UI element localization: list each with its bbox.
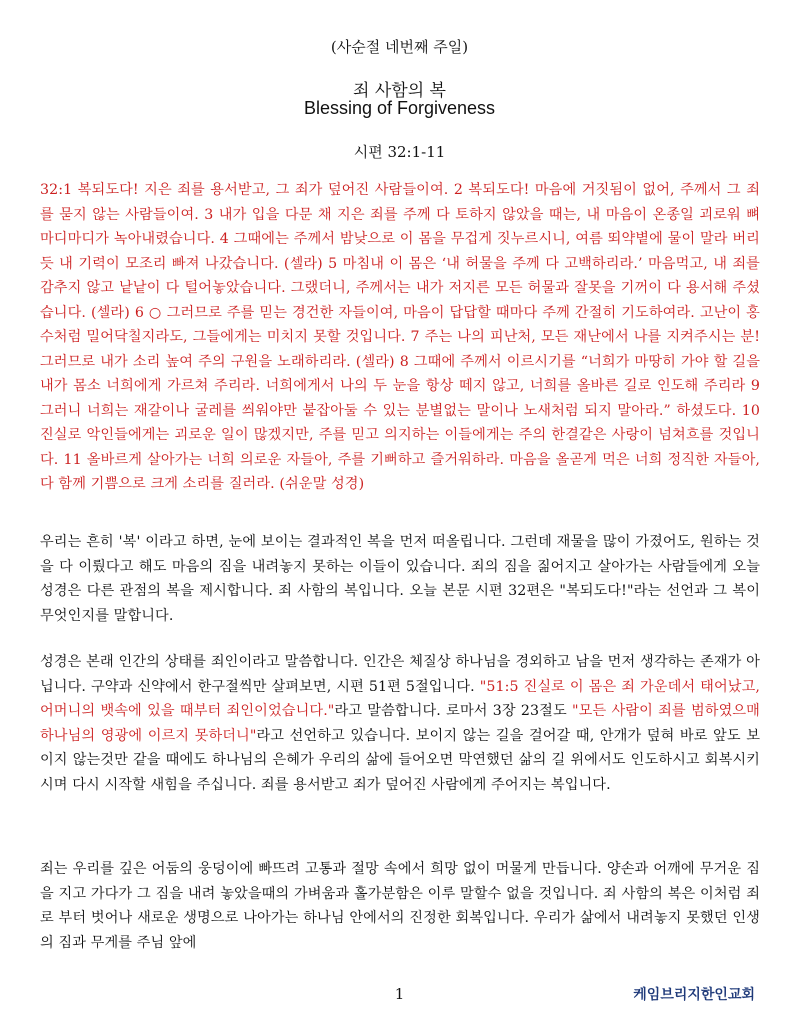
sermon-title-korean: 죄 사함의 복 — [353, 81, 446, 101]
church-name: 케임브리지한인교회 — [633, 987, 755, 1003]
paragraph-2-text-b: 라고 말씀합니다. 로마서 3장 23절도 — [334, 703, 573, 719]
romans-3-quote: "모든 사람이 죄를 범하였으매 하나님의 영광에 이르지 못하더니" — [40, 703, 760, 744]
body-paragraph-2 — [40, 650, 760, 797]
scripture-text: 32:1 복되도다! 지은 죄를 용서받고, 그 죄가 덮어진 사람들이여. 2 복되도다! 마음에 거짓됨이 없어, 주께서 그 죄를 묻지 않는 사람들이여. 3 내가 입을 다문 채 지은 죄를 주께 다 토하지 않았을 때는, 내 마음이 온종일 괴로워 뼈 마디마디가 녹아내렸습니다. 4 그때에는 주께서 밤낮으로 이 몸을 무겁게 짓누르시니, 여름 뙤약볕에 물이 말라 버리듯 내 기력이 모조리 빠져 나갔습니다. (셀라) 5 마침내 이 몸은 ‘내 허물을 주께 다 고백하리라.’ 마음먹고, 내 죄를 감추지 않고 낱낱이 다 털어놓았습니다. 그랬더니, 주께서는 내가 저지른 모든 허물과 잘못을 기꺼이 다 용서해 주셨습니다. (셀라) 6 ○ 그러므로 주를 믿는 경건한 자들이여, 마음이 답답할 때마다 주께 간절히 기도하여라. 고난이 홍수처럼 밀어닥칠지라도, 그들에게는 미치지 못할 것입니다. 7 주는 나의 피난처, 모든 재난에서 나를 지켜주시는 분! 그러므로 내가 소리 높여 주의 구원을 노래하리라. (셀라) 8 그때에 주께서 이르시기를 “너희가 마땅히 가야 할 길을 내가 몸소 너희에게 가르쳐 주리라. 너희에게서 나의 두 눈을 항상 떼지 않고, 너희를 올바른 길로 인도해 주리라 9 그러니 너희는 재갈이나 굴레를 씌워야만 붙잡아둘 수 있는 분별없는 말이나 노새처럼 되지 말아라.” 하셨도다. 10 진실로 악인들에게는 괴로운 일이 많겠지만, 주를 믿고 의지하는 이들에게는 주의 한결같은 사랑이 넘쳐흐를 것입니다. 11 올바르게 살아가는 너희 의로운 자들아, 주를 기뻐하고 즐거워하라. 마음을 올곧게 먹은 너희 정직한 자들아, 다 함께 기쁨으로 크게 소리를 질러라. (쉬운말 성경) — [40, 182, 760, 492]
psalm-51-quote: "51:5 진실로 이 몸은 죄 가운데서 태어났고, 어머니의 뱃속에 있을 때부터 죄인이었습니다." — [40, 678, 760, 719]
body-paragraph-3: 죄는 우리를 깊은 어둠의 웅덩이에 빠뜨려 고통과 절망 속에서 희망 없이 머물게 만듭니다. 양손과 어깨에 무거운 짐을 지고 가다가 그 짐을 내려 놓았을때의 가벼움과 홀가분함은 이루 말할수 없을 것입니다. 죄 사함의 복은 이처럼 죄로 부터 벗어나 새로운 생명으로 나아가는 하나님 안에서의 진정한 회복입니다. 우리가 삶에서 내려놓지 못했던 인생의 짐과 무게를 주님 앞에 — [40, 861, 760, 951]
paragraph-2-text-a: 성경은 본래 인간의 상태를 죄인이라고 말씀합니다. 인간은 체질상 하나님을 경외하고 남을 먼저 생각하는 존재가 아닙니다. 구약과 신약에서 한구절씩만 살펴보면, 시편 51편 5절입니다. — [40, 654, 760, 695]
service-subtitle: (사순절 네번째 주일) — [330, 38, 469, 56]
paragraph-2-text-c: 라고 선언하고 있습니다. 보이지 않는 길을 걸어갈 때, 안개가 덮혀 바로 앞도 보이지 않는것만 같을 때에도 하나님의 은혜가 우리의 삶에 들어오면 막연했던 삶의 길 위에서도 인도하시고 회복시키시며 다시 시작할 새힘을 주십니다. 죄를 용서받고 죄가 덮어진 사람에게 주어지는 복입니다. — [40, 727, 760, 793]
sermon-title-english: Blessing of Forgiveness — [303, 98, 496, 118]
page-number: 1 — [394, 985, 405, 1003]
scripture-reference: 시편 32:1-11 — [353, 143, 446, 161]
body-paragraph-1: 우리는 흔히 '복' 이라고 하면, 눈에 보이는 결과적인 복을 먼저 떠올립니다. 그런데 재물을 많이 가졌어도, 원하는 것을 다 이뤘다고 해도 마음의 짐을 내려놓지 못하는 이들이 있습니다. 죄의 짐을 짊어지고 살아가는 사람들에게 오늘 성경은 다른 관점의 복을 제시합니다. 죄 사함의 복입니다. 오늘 본문 시편 32편은 "복되도다!"라는 선언과 그 복이 무엇인지를 말합니다. — [40, 534, 760, 624]
